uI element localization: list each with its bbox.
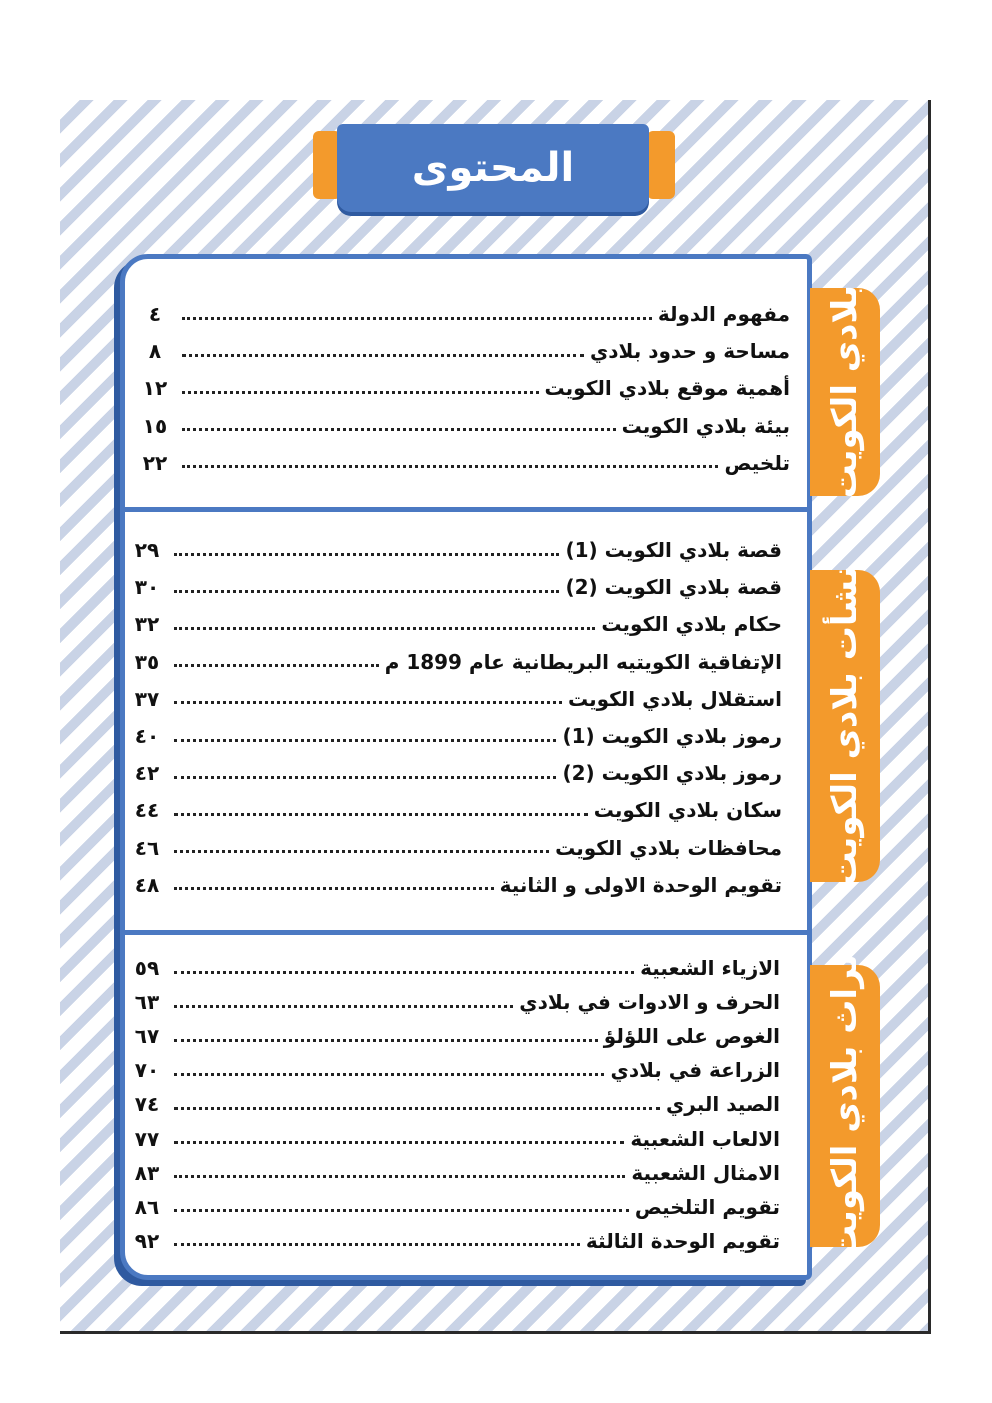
toc-page-number: ٢٩ [134,538,160,562]
toc-row [138,409,790,443]
toc-leader-dots [174,1175,625,1178]
toc-item-label: بيئة بلادي الكويت [621,413,790,438]
toc-page-number: ١٥ [142,413,168,438]
toc-row [130,1019,780,1053]
toc-leader-dots [174,590,559,593]
toc-item-label: تلخيص [724,450,790,475]
toc-item-label: رموز بلادي الكويت (1) [562,724,782,748]
toc-row [130,868,782,902]
unit-tab-3-label: تراث بلادي الكويت [825,953,865,1259]
toc-item-label: الالعاب الشعبية [630,1126,780,1151]
toc-item-label: حكام بلادي الكويت [601,612,782,637]
section-divider-1 [120,507,812,512]
toc-leader-dots [182,465,718,468]
toc-item-label: مفهوم الدولة [657,302,790,326]
toc-page-number: ٦٣ [134,990,160,1015]
page-border-bottom [60,1331,931,1334]
toc-row [130,1224,780,1258]
toc-leader-dots [174,813,588,816]
toc-page-number: ٨ [148,339,162,364]
toc-item-label: الغوص على اللؤلؤ [603,1024,780,1049]
unit-tab-1 [810,285,880,499]
toc-item-label: الحرف و الادوات في بلادي [519,990,780,1015]
toc-item-label: قصة بلادي الكويت (1) [565,538,782,562]
toc-page-number: ١٢ [142,376,168,401]
toc-item-label: استقلال بلادي الكويت [567,686,782,711]
toc-page-number: ٦٧ [134,1024,160,1049]
toc-page-number: ٤٦ [134,835,160,860]
toc-row [130,951,780,985]
toc-row [138,297,790,331]
toc-leader-dots [174,887,494,890]
toc-row [130,831,782,865]
toc-row [130,682,782,716]
toc-row [130,1156,780,1190]
toc-row [130,1190,780,1224]
toc-item-label: محافظات بلادي الكويت [555,835,782,860]
toc-leader-dots [174,1073,604,1076]
toc-leader-dots [174,1209,629,1212]
toc-page-number: ٢٢ [142,450,168,475]
toc-leader-dots [182,428,616,431]
toc-leader-dots [174,1141,624,1144]
toc-row [130,719,782,753]
unit-tab-1-label: بلادي الكويت [825,285,865,499]
toc-page-number: ٣٥ [134,649,160,674]
toc-item-label: الإتفاقية الكويتيه البريطانية عام 1899 م [384,649,782,674]
toc-leader-dots [174,1243,580,1246]
toc-row [138,446,790,480]
toc-item-label: تقويم التلخيص [634,1194,780,1219]
toc-page-number: ٧٠ [134,1058,160,1083]
toc-row [138,334,790,368]
toc-row [138,371,790,405]
title-banner-right-tab [647,131,675,199]
toc-item-label: الازياء الشعبية [640,956,780,980]
toc-page-number: ٣٢ [134,612,160,637]
unit-tab-3 [810,953,880,1259]
toc-row [130,645,782,679]
toc-item-label: الصيد البري [665,1092,780,1117]
toc-row [130,793,782,827]
toc-item-label: رموز بلادي الكويت (2) [562,761,782,786]
section-divider-2 [120,930,812,935]
toc-page-number: ٨٦ [134,1194,160,1219]
toc-leader-dots [174,739,556,742]
toc-page-number: ٧٤ [134,1092,160,1117]
toc-leader-dots [174,1107,660,1110]
toc-leader-dots [174,971,634,974]
toc-item-label: تقويم الوحدة الثالثة [585,1228,780,1253]
toc-row [130,1087,780,1121]
toc-page-number: ٤ [148,302,162,326]
toc-page-number: ٣٧ [134,686,160,711]
toc-leader-dots [174,701,562,704]
toc-leader-dots [174,1039,598,1042]
toc-item-label: الامثال الشعبية [631,1160,780,1185]
toc-page-number: ٨٣ [134,1160,160,1185]
toc-leader-dots [182,317,652,320]
toc-page-number: ٤٨ [134,872,160,897]
toc-item-label: الزراعة في بلادي [610,1058,780,1083]
unit-tab-2 [810,566,880,886]
toc-page-number: ٥٩ [134,956,160,980]
toc-item-label: مساحة و حدود بلادي [589,339,790,364]
toc-row [130,533,782,567]
page-border-right [928,100,931,1334]
toc-row [130,1122,780,1156]
toc-row [130,1053,780,1087]
toc-leader-dots [174,776,556,779]
toc-item-label: أهمية موقع بلادي الكويت [544,376,790,401]
toc-row [130,985,780,1019]
toc-row [130,570,782,604]
toc-item-label: سكان بلادي الكويت [593,798,782,823]
toc-leader-dots [174,850,549,853]
toc-page-number: ٣٠ [134,575,160,600]
toc-leader-dots [174,664,379,667]
toc-page-number: ٤٤ [134,798,160,823]
toc-leader-dots [182,354,584,357]
toc-page-number: ٩٢ [134,1228,160,1253]
toc-leader-dots [174,553,559,556]
title-banner [337,124,649,212]
toc-row [130,607,782,641]
toc-item-label: قصة بلادي الكويت (2) [565,575,782,600]
toc-page-number: ٤٢ [134,761,160,786]
page-title: المحتوى [411,145,575,191]
toc-leader-dots [174,627,595,630]
toc-page-number: ٧٧ [134,1126,160,1151]
unit-tab-2-label: نشأت بلادي الكويت [825,566,865,886]
toc-leader-dots [182,391,539,394]
toc-page-number: ٤٠ [134,724,160,748]
toc-leader-dots [174,1005,513,1008]
toc-item-label: تقويم الوحدة الاولى و الثانية [499,872,782,897]
toc-row [130,756,782,790]
